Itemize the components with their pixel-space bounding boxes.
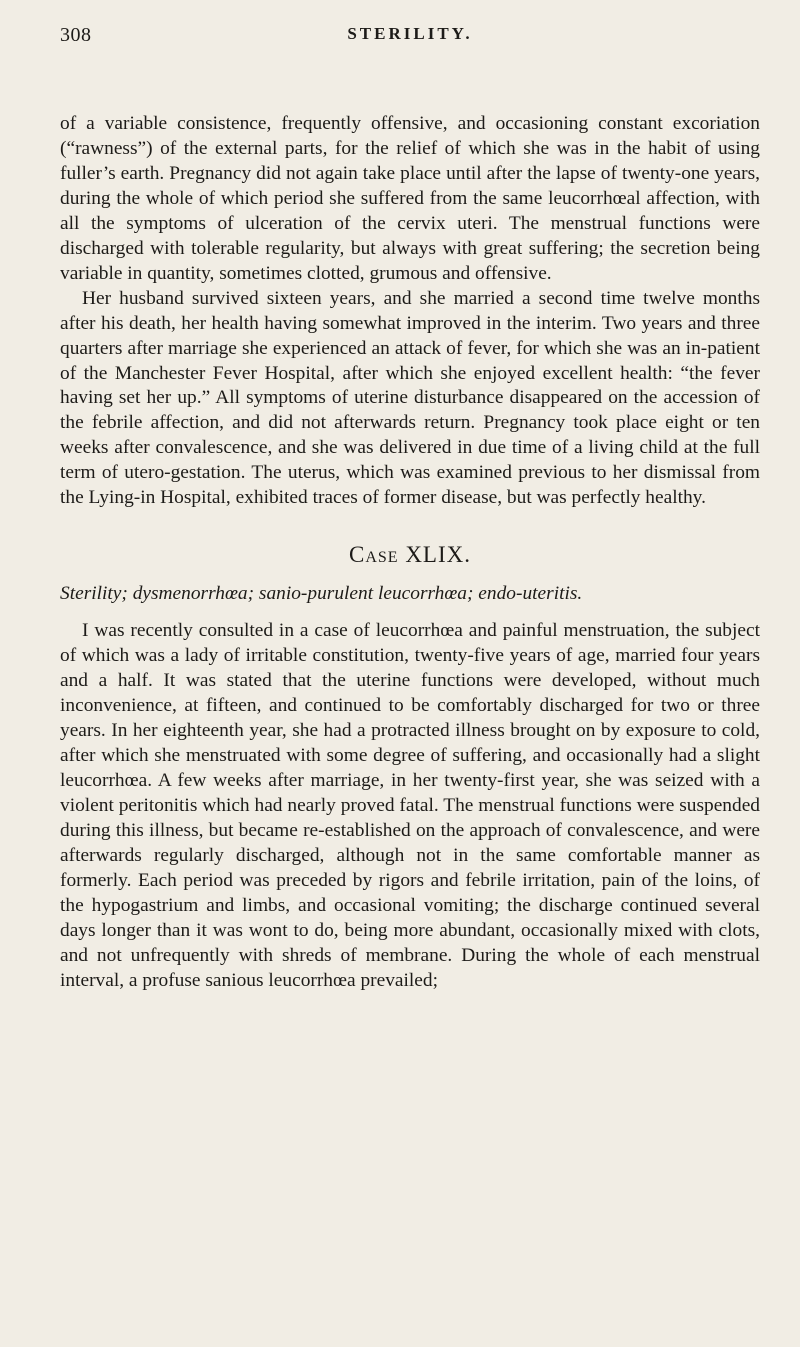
case-body: I was recently consulted in a case of leucorrhœa and painful menstruation, the subject of which was a lady of irritable constitution, twenty-five years of age, married four years and a half. It was stated that the uterine functions were developed, without much inconvenience, at fifteen, and continued to be comfortably discharged for two or three years. In her eighteenth year, she had a protracted illness brought on by exposure to cold, after which she menstruated with some degree of suffering, and occasionally had a slight leucorrhœa. A few weeks after marriage, in her twenty-first year, she was seized with a violent peritonitis which had nearly proved fatal. The menstrual functions were suspended during this illness, but became re-established on the approach of convalescence, and were afterwards regularly discharged, although not in the same comfortable manner as formerly. Each period was preceded by rigors and febrile irritation, pain of the loins, of the hypogastrium and limbs, and occasional vomiting; the discharge continued several days longer than it was wont to do, being more abundant, occasionally mixed with clots, and not unfrequently with shreds of membrane. During the whole of each menstrual interval, a profuse sanious leucorrhœa prevailed; [60,620,760,991]
paragraph-husband: Her husband survived sixteen years, and she married a second time twelve months after his death, her health having somewhat improved in the interim. Two years and three quarters after marriage she experienced an attack of fever, for which she was an in-patient of the Manchester Fever Hospital, after which she enjoyed excellent health: “the fever having set her up.” All symptoms of uterine disturbance disappeared on the accession of the febrile affection, and did not afterwards return. Pregnancy took place eight or ten weeks after convalescence, and she was delivered in due time of a living child at the full term of utero-gestation. The uterus, which was examined previous to her dismissal from the Lying-in Hospital, exhibited traces of former disease, but was perfectly healthy. [60,287,760,509]
running-title: STERILITY. [347,24,473,43]
body-text [60,112,760,993]
paragraph-continuation: of a variable consistence, frequently offensive, and occasioning constant excoriation (“rawness”) of the external parts, for the relief of which she was in the habit of using fuller’s earth. Pregnancy did not again take place until after the lapse of twenty-one years, during the whole of which period she suffered from the same leucorrhœal affection, with all the symptoms of ulceration of the cervix uteri. The menstrual functions were discharged with tolerable regularity, but always with great suffering; the secretion being variable in quantity, sometimes clotted, grumous and offensive. [60,113,760,284]
page-number: 308 [60,24,92,46]
case-heading: Case XLIX. [349,542,471,568]
book-page [60,0,760,993]
running-head [60,24,760,64]
case-subtitle: Sterility; dysmenorrhœa; sanio-purulent leucorrhœa; endo-uteritis. [60,583,583,605]
